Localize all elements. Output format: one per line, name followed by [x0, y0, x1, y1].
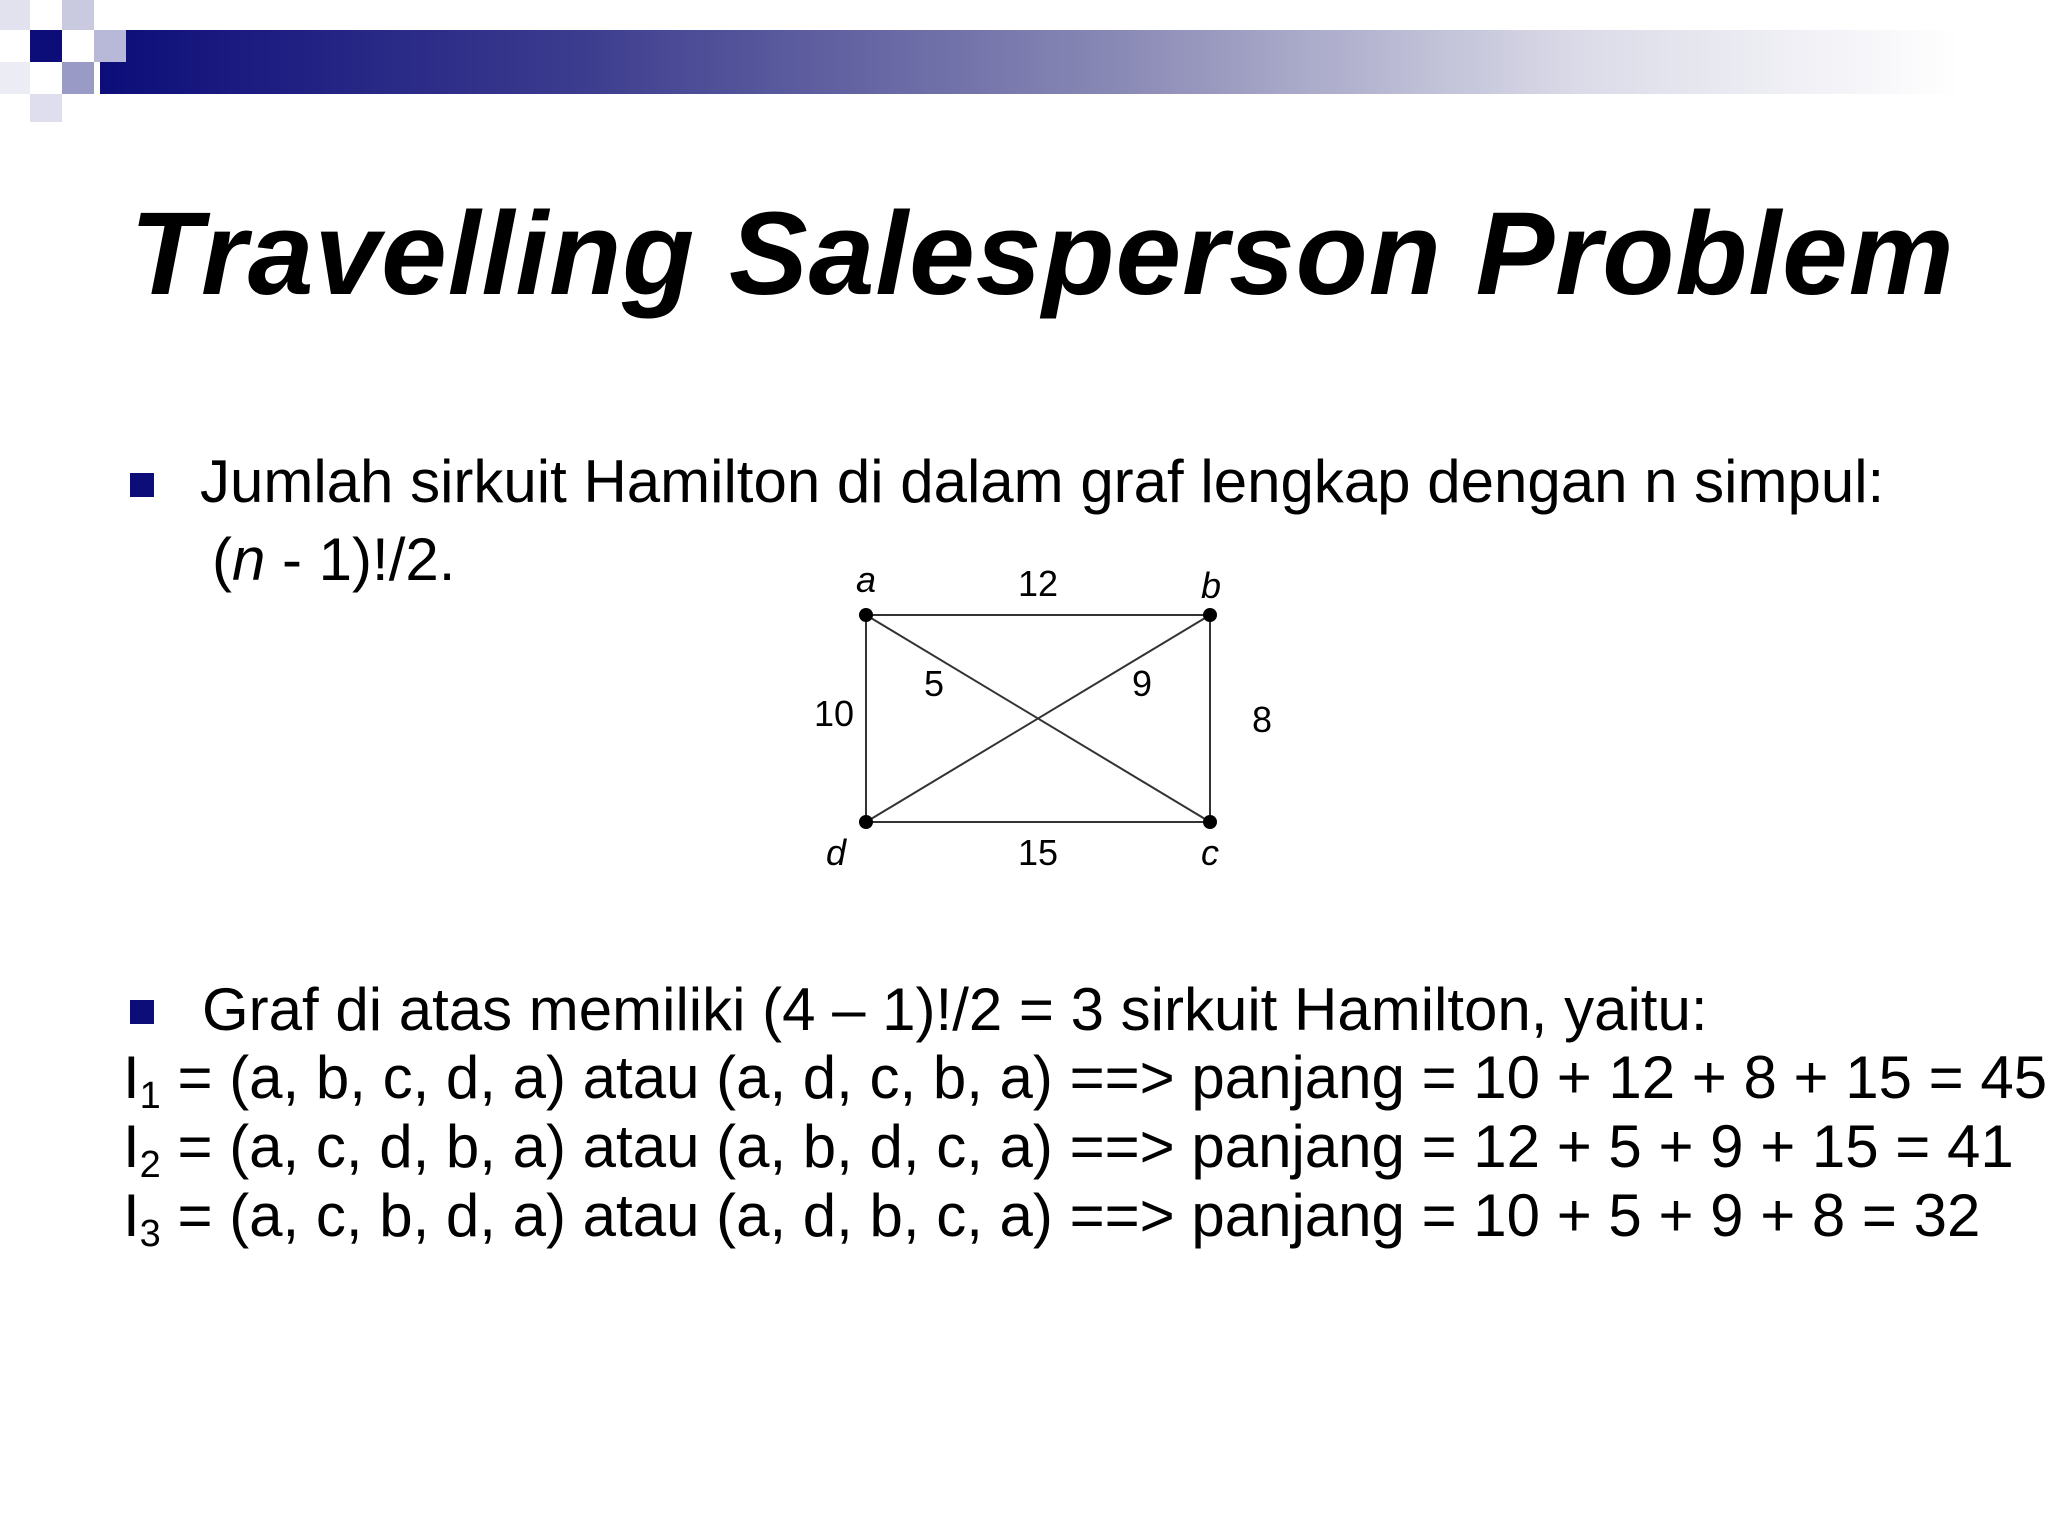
decor-square	[0, 62, 30, 94]
bullet-2-text: Graf di atas memiliki (4 – 1)!/2 = 3 sirkuit Hamilton, yaitu:	[202, 976, 1708, 1043]
decor-square	[62, 0, 94, 30]
formula-var: n	[231, 526, 266, 593]
bullet-marker	[130, 1000, 154, 1024]
node-d	[859, 815, 873, 829]
decor-square	[62, 62, 94, 94]
circuit-name: I	[123, 1182, 140, 1249]
circuit-line	[123, 1113, 2014, 1186]
weight-d-c: 15	[1017, 832, 1059, 873]
weight-a-c: 5	[923, 663, 945, 704]
circuit-text: = (a, b, c, d, a) atau (a, d, c, b, a) ==> panjang = 10 + 12 + 8 + 15 = 45	[160, 1044, 2048, 1111]
decor-square	[30, 94, 62, 122]
decor-square	[30, 30, 62, 62]
weight-a-b: 12	[1017, 563, 1059, 604]
circuit-subscript: 1	[139, 1075, 161, 1117]
node-label-d: d	[826, 832, 847, 873]
header-gradient-bar	[100, 30, 1960, 94]
circuit-line	[123, 1044, 2048, 1117]
circuit-subscript: 3	[139, 1213, 161, 1255]
node-c	[1203, 815, 1217, 829]
circuit-name: I	[123, 1113, 140, 1180]
decor-square	[0, 0, 30, 30]
bullet-1-formula	[212, 526, 456, 593]
slide-title: Travelling Salesperson Problem	[130, 188, 1955, 320]
circuit-subscript: 2	[139, 1144, 161, 1186]
weight-b-d: 9	[1131, 663, 1153, 704]
circuit-name: I	[123, 1044, 140, 1111]
bullet-1-text: Jumlah sirkuit Hamilton di dalam graf lengkap dengan n simpul:	[200, 448, 1885, 515]
circuit-line	[123, 1182, 1981, 1255]
circuit-text: = (a, c, d, b, a) atau (a, b, d, c, a) ==> panjang = 12 + 5 + 9 + 15 = 41	[160, 1113, 2014, 1180]
node-b	[1203, 608, 1217, 622]
node-label-a: a	[856, 559, 877, 600]
decor-square	[94, 30, 126, 62]
bullet-marker	[130, 473, 154, 497]
complete-graph-diagram	[780, 540, 1340, 880]
weight-a-d: 10	[813, 693, 855, 734]
node-a	[859, 608, 873, 622]
formula-rest: - 1)!/2.	[265, 526, 456, 593]
weight-b-c: 8	[1251, 699, 1273, 740]
circuit-text: = (a, c, b, d, a) atau (a, d, b, c, a) ==> panjang = 10 + 5 + 9 + 8 = 32	[160, 1182, 1981, 1249]
header-decoration	[0, 0, 2048, 130]
formula-open: (	[212, 526, 232, 593]
node-label-b: b	[1201, 565, 1222, 606]
node-label-c: c	[1201, 832, 1219, 873]
